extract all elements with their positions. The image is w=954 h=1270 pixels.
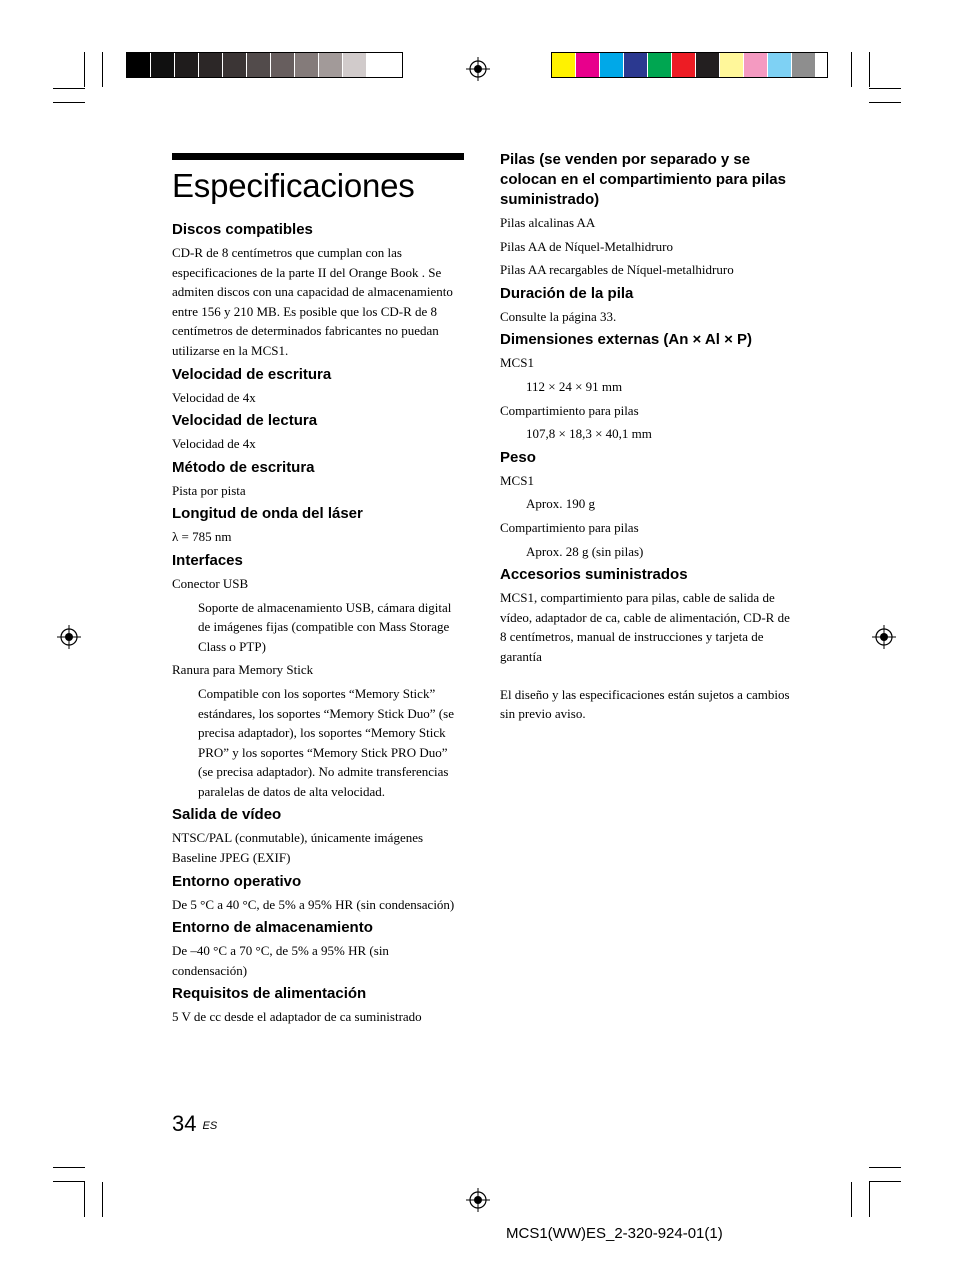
- spec-text: Ranura para Memory Stick: [172, 662, 314, 678]
- spec-section: [172, 984, 464, 1027]
- grayscale-swatch: [367, 53, 391, 77]
- page-language: ES: [202, 1120, 218, 1132]
- spec-text: Pilas AA recargables de Níquel-metalhidruro: [500, 262, 734, 278]
- spec-section: [500, 448, 792, 561]
- spec-text: Velocidad de 4x: [172, 389, 256, 405]
- crop-mark: [869, 88, 901, 89]
- spec-text: Consulte la página 33.: [500, 308, 617, 324]
- spec-heading: Duración de la pila: [500, 284, 634, 302]
- spec-text: MCS1: [500, 355, 534, 371]
- grayscale-swatch: [343, 53, 367, 77]
- spec-section: [172, 805, 464, 867]
- disclaimer-note: El diseño y las especificaciones están sujetos a cambios sin previo aviso.: [500, 686, 790, 722]
- crop-mark: [53, 1167, 85, 1168]
- spec-text: NTSC/PAL (conmutable), únicamente imágenes Baseline JPEG (EXIF): [172, 830, 424, 866]
- spec-heading: Peso: [500, 448, 536, 466]
- spec-section: [500, 284, 792, 327]
- spec-section: [172, 551, 464, 802]
- crop-mark: [84, 52, 85, 87]
- grayscale-swatch: [319, 53, 343, 77]
- grayscale-swatch: [295, 53, 319, 77]
- spec-heading: Pilas (se venden por separado y se colocan en el compartimiento para pilas suministrado): [500, 151, 786, 208]
- spec-heading: Interfaces: [172, 551, 243, 569]
- spec-text: MCS1: [500, 472, 534, 488]
- grayscale-swatch: [223, 53, 247, 77]
- spec-heading: Velocidad de lectura: [172, 412, 318, 430]
- crop-mark: [869, 1167, 901, 1168]
- crop-mark: [102, 52, 103, 87]
- page-title: Especificaciones: [172, 167, 415, 204]
- grayscale-swatch: [247, 53, 271, 77]
- spec-text: CD-R de 8 centímetros que cumplan con las especificaciones de la parte II del Orange Book . Se admiten discos con una capacidad de almacenamiento entre 156 y 210 MB. Es posible que los CD-R de 8 centímetros de determinados fabricantes no puedan utilizarse en la MCS1.: [172, 245, 453, 358]
- left-column: [172, 153, 464, 1031]
- spec-text: λ = 785 nm: [172, 529, 232, 545]
- spec-text: Aprox. 190 g: [526, 496, 595, 512]
- registration-mark-icon: [57, 625, 81, 649]
- spec-section: [172, 220, 464, 361]
- color-swatch: [768, 53, 792, 77]
- crop-mark: [851, 1182, 852, 1217]
- spec-heading: Discos compatibles: [172, 221, 313, 238]
- spec-heading: Entorno operativo: [172, 872, 302, 890]
- crop-mark: [53, 102, 85, 103]
- crop-mark: [53, 1181, 85, 1182]
- spec-section: [500, 330, 792, 443]
- spec-text: 107,8 × 18,3 × 40,1 mm: [526, 426, 652, 442]
- crop-mark: [84, 1182, 85, 1217]
- spec-heading: Salida de vídeo: [172, 806, 282, 824]
- crop-mark: [869, 1181, 901, 1182]
- color-swatch: [552, 53, 576, 77]
- spec-heading: Velocidad de escritura: [172, 365, 332, 383]
- spec-text: Compartimiento para pilas: [500, 519, 639, 535]
- spec-text: MCS1, compartimiento para pilas, cable de salida de vídeo, adaptador de ca, cable de alimentación, CD-R de 8 centímetros, manual de instrucciones y tarjeta de garantía: [500, 590, 790, 664]
- spec-heading: Entorno de almacenamiento: [172, 919, 373, 937]
- spec-heading: Método de escritura: [172, 458, 315, 476]
- color-swatch: [720, 53, 744, 77]
- spec-text: Pilas AA de Níquel-Metalhidruro: [500, 238, 673, 254]
- crop-mark: [869, 52, 870, 87]
- crop-mark: [851, 52, 852, 87]
- spec-text: Pilas alcalinas AA: [500, 215, 596, 230]
- spec-heading: Accesorios suministrados: [500, 566, 688, 584]
- page-number-value: 34: [172, 1111, 197, 1136]
- crop-mark: [869, 1182, 870, 1217]
- grayscale-swatch: [199, 53, 223, 77]
- spec-text: 5 V de cc desde el adaptador de ca suministrado: [172, 1009, 422, 1025]
- spec-text: Velocidad de 4x: [172, 436, 256, 452]
- registration-mark-icon: [466, 57, 490, 81]
- grayscale-bar: [127, 53, 391, 77]
- grayscale-swatch: [271, 53, 295, 77]
- spec-text: Compartimiento para pilas: [500, 402, 639, 418]
- spec-section: [500, 150, 792, 280]
- grayscale-swatch: [175, 53, 199, 77]
- spec-text: De –40 °C a 70 °C, de 5% a 95% HR (sin condensación): [172, 943, 389, 978]
- document-code: MCS1(WW)ES_2-320-924-01(1): [506, 1225, 723, 1242]
- color-swatch: [792, 53, 816, 77]
- grayscale-swatch: [151, 53, 175, 77]
- spec-heading: Dimensiones externas (An × Al × P): [500, 331, 753, 349]
- spec-text: 112 × 24 × 91 mm: [526, 378, 623, 394]
- color-swatch: [624, 53, 648, 77]
- spec-section: [172, 365, 464, 408]
- color-swatch: [672, 53, 696, 77]
- spec-section: [172, 458, 464, 501]
- title-rule: [172, 153, 464, 160]
- registration-mark-icon: [466, 1188, 490, 1212]
- spec-section: [500, 565, 792, 666]
- crop-mark: [53, 88, 85, 89]
- spec-text: Compatible con los soportes “Memory Stick” estándares, los soportes “Memory Stick Duo” (se precisa adaptador), los soportes “Memory Stick PRO” y los soportes “Memory Stick PRO Duo” (se precisa adaptador). No admite transferencias paralelas de datos de alta velocidad.: [198, 685, 454, 799]
- spec-section: [172, 411, 464, 454]
- spec-text: De 5 °C a 40 °C, de 5% a 95% HR (sin condensación): [172, 896, 455, 912]
- spec-section: [172, 918, 464, 980]
- spec-section: [172, 504, 464, 547]
- color-bar: [552, 53, 816, 77]
- spec-text: Soporte de almacenamiento USB, cámara digital de imágenes fijas (compatible con Mass Storage Class o PTP): [198, 599, 452, 654]
- color-swatch: [576, 53, 600, 77]
- spec-text: Pista por pista: [172, 482, 246, 498]
- spec-text: Aprox. 28 g (sin pilas): [526, 543, 644, 559]
- crop-mark: [102, 1182, 103, 1217]
- color-swatch: [648, 53, 672, 77]
- page-number: [172, 1110, 217, 1138]
- crop-mark: [869, 102, 901, 103]
- spec-text: Conector USB: [172, 575, 249, 591]
- color-swatch: [744, 53, 768, 77]
- right-column: [500, 150, 792, 728]
- registration-mark-icon: [872, 625, 896, 649]
- spec-heading: Longitud de onda del láser: [172, 505, 363, 523]
- color-swatch: [696, 53, 720, 77]
- color-swatch: [600, 53, 624, 77]
- spec-section: [172, 872, 464, 915]
- spec-heading: Requisitos de alimentación: [172, 985, 367, 1003]
- grayscale-swatch: [127, 53, 151, 77]
